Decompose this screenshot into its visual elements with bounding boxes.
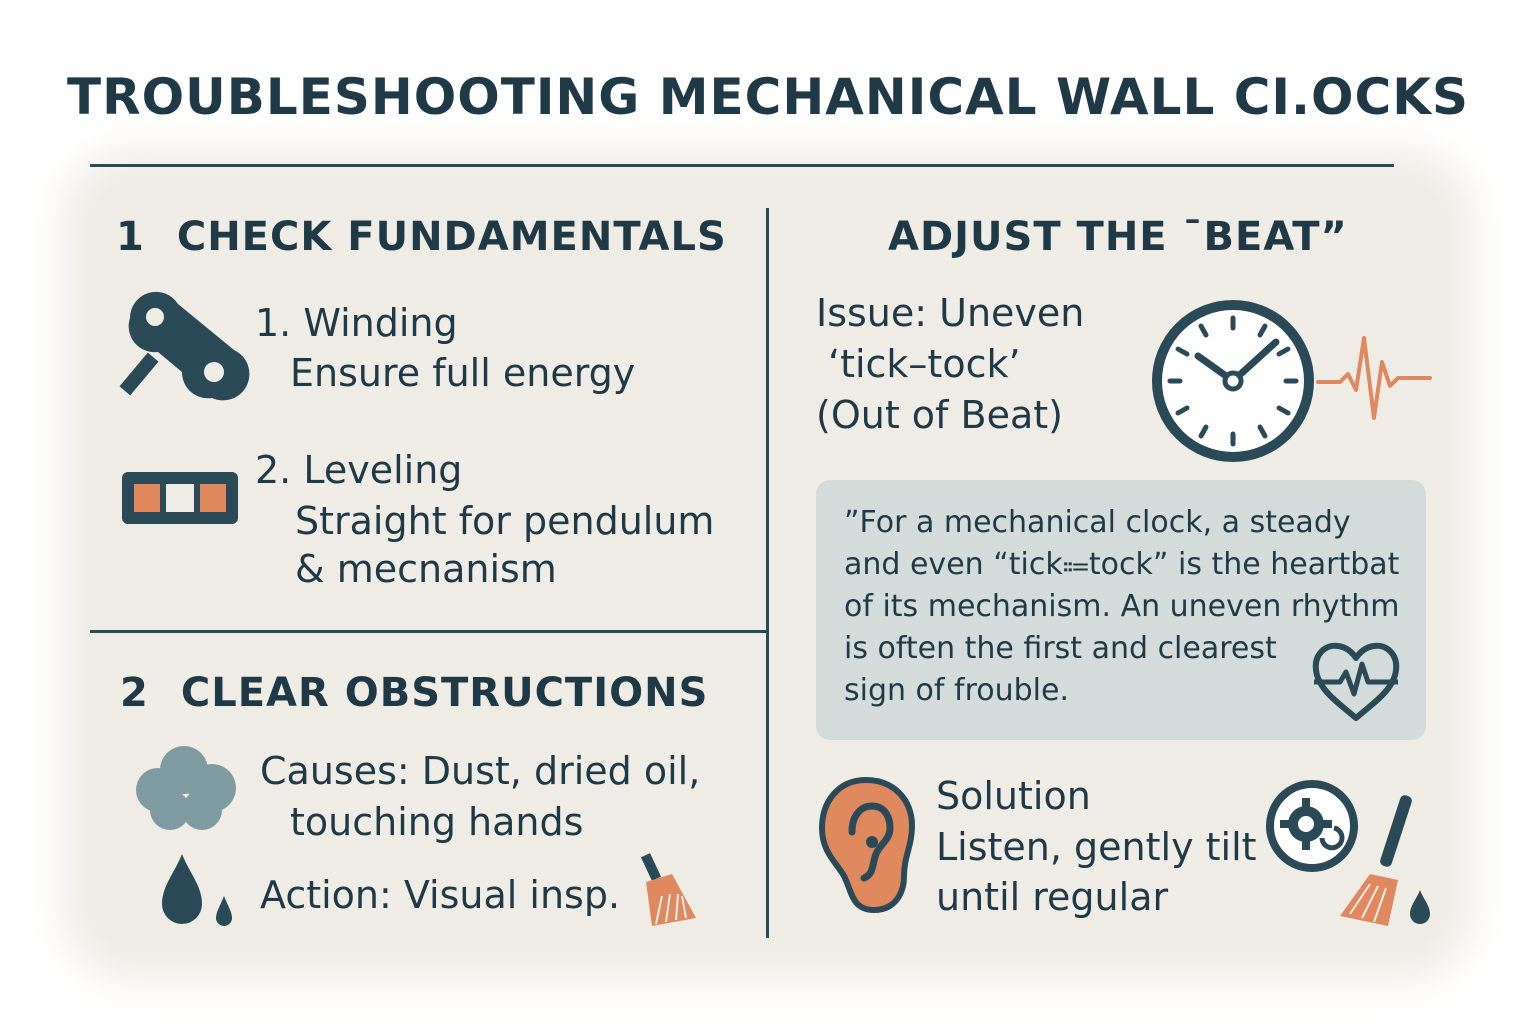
section2-heading-text: CLEAR OBSTRUCTIONS	[180, 670, 709, 716]
page-title: TROUBLESHOOTING MECHANICAL WALL CI.OCKS	[67, 68, 1469, 126]
action-text: Action: Visual insp.	[260, 873, 621, 917]
section2-heading	[120, 670, 708, 716]
leveling-desc-line2: & mecnanism	[295, 547, 557, 591]
solution-line2: until regular	[936, 875, 1169, 919]
quote-line4: is often the first and clearest	[844, 631, 1277, 666]
ear-icon	[818, 776, 916, 914]
leveling-desc-line1: Straight for pendulum	[295, 499, 715, 543]
solution-line1: Listen, gently tilt	[936, 825, 1257, 869]
causes-line1: Causes: Dust, dried oil,	[260, 749, 701, 793]
level-icon	[120, 470, 240, 526]
winding-title: 1. Winding	[255, 301, 458, 345]
section1-heading-text: CHECK FUNDAMENTALS	[176, 214, 727, 260]
solution-title: Solution	[936, 774, 1091, 818]
quote-line5: sign of frouble.	[844, 673, 1069, 708]
issue-line3: (Out of Beat)	[816, 393, 1063, 437]
quote-line3: of its mechanism. An uneven rhythm	[844, 589, 1400, 624]
heartbeat-wave-icon	[1318, 334, 1430, 424]
quote-line2: and even “tick⩴tock” is the heartbat	[844, 547, 1400, 582]
quote-box	[816, 480, 1426, 740]
brush-icon	[632, 852, 702, 932]
oil-drop-icon	[160, 854, 240, 934]
section3-heading: ADJUST THE ˉBEAT”	[888, 214, 1348, 260]
quote-line1: ”For a mechanical clock, a steady	[844, 505, 1351, 540]
causes-line2: touching hands	[290, 800, 584, 844]
dust-cloud-icon	[132, 744, 240, 832]
issue-line1: Issue: Uneven	[816, 291, 1085, 335]
section2-number: 2	[120, 670, 149, 716]
winding-desc: Ensure full energy	[290, 351, 636, 395]
section-divider	[90, 630, 766, 633]
clock-icon	[1148, 298, 1318, 468]
title-divider	[90, 164, 1394, 167]
issue-line2: ‘tick–tock’	[828, 342, 1021, 386]
leveling-title: 2. Leveling	[255, 448, 463, 492]
section1-heading	[116, 214, 727, 260]
brush-icon	[1340, 794, 1436, 930]
winding-key-icon	[118, 290, 248, 410]
column-divider	[766, 208, 769, 938]
section1-number: 1	[116, 214, 145, 260]
heart-pulse-icon	[1310, 642, 1402, 722]
